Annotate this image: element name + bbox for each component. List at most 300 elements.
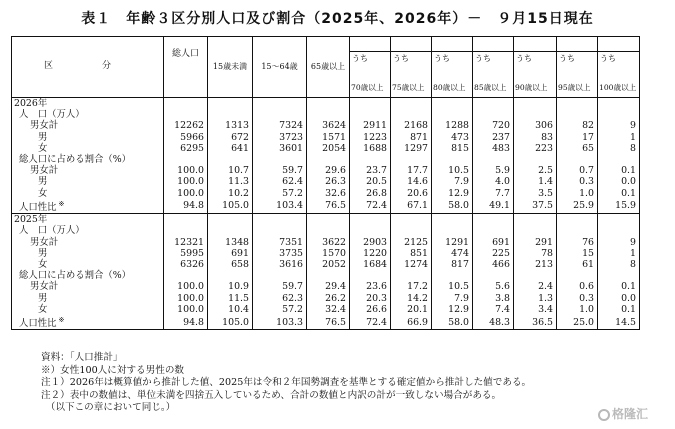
table-cell: [350, 225, 391, 236]
header-uchi-age: 70歳以上: [351, 82, 384, 92]
row-label: [12, 270, 164, 281]
row-label-text: 男: [38, 292, 48, 304]
table-row: [12, 237, 640, 248]
table-cell: 100.0: [164, 281, 208, 292]
table-cell: 0.1: [598, 165, 640, 176]
table-cell: 2903: [350, 237, 391, 248]
table-cell: 32.4: [307, 304, 350, 315]
table-cell: 59.7: [253, 165, 307, 176]
table-cell: 100.0: [164, 293, 208, 304]
table-cell: 3.4: [514, 304, 557, 315]
table-cell: 3601: [253, 143, 307, 154]
row-label: [12, 176, 164, 187]
row-label-text: 男女計: [30, 281, 59, 293]
table-cell: 58.0: [432, 199, 473, 214]
table-row: [12, 281, 640, 292]
table-cell: 223: [514, 143, 557, 154]
row-label: [12, 120, 164, 131]
table-cell: 59.7: [253, 281, 307, 292]
table-cell: 100.0: [164, 176, 208, 187]
table-cell: 1.0: [557, 304, 598, 315]
table-cell: 83: [514, 132, 557, 143]
table-cell: 4.0: [473, 176, 514, 187]
empty-cell: [208, 214, 253, 226]
row-label: [12, 315, 164, 330]
table-cell: 25.9: [557, 199, 598, 214]
table-cell: 7.9: [432, 176, 473, 187]
row-label: [12, 199, 164, 214]
table-cell: [350, 154, 391, 165]
table-cell: 5.6: [473, 281, 514, 292]
table-cell: 2911: [350, 120, 391, 131]
table-cell: 306: [514, 120, 557, 131]
table-cell: 58.0: [432, 315, 473, 330]
table-row: [12, 270, 640, 281]
table-cell: [307, 225, 350, 236]
table-cell: [307, 270, 350, 281]
table-cell: 225: [473, 248, 514, 259]
table-cell: 72.4: [350, 315, 391, 330]
table-cell: 483: [473, 143, 514, 154]
table-row: [12, 120, 640, 131]
table-cell: 474: [432, 248, 473, 259]
table-cell: 62.3: [253, 293, 307, 304]
row-label-text: 女: [38, 142, 48, 154]
table-cell: 67.1: [391, 199, 432, 214]
header-uchi-age: 90歳以上: [515, 82, 548, 92]
table-cell: [557, 270, 598, 281]
header-uchi-col: [391, 37, 432, 98]
table-cell: 3.8: [473, 293, 514, 304]
empty-cell: [391, 98, 432, 110]
table-cell: 237: [473, 132, 514, 143]
empty-cell: [350, 98, 391, 110]
table-cell: 291: [514, 237, 557, 248]
watermark-logo-icon: [598, 409, 610, 421]
empty-cell: [208, 98, 253, 110]
table-row: [12, 188, 640, 199]
header-band: [557, 37, 597, 52]
section-year-row: [12, 214, 640, 226]
row-label: [12, 165, 164, 176]
watermark-text: 格隆汇: [612, 407, 649, 421]
table-cell: 105.0: [208, 315, 253, 330]
empty-cell: [253, 98, 307, 110]
table-cell: [514, 154, 557, 165]
header-total: 総人口: [164, 37, 208, 98]
table-cell: 1570: [307, 248, 350, 259]
table-cell: 851: [391, 248, 432, 259]
table-cell: [253, 154, 307, 165]
section-year-row: [12, 98, 640, 110]
table-cell: 10.7: [208, 165, 253, 176]
row-label-text: 人口性比: [19, 318, 57, 330]
table-cell: [307, 109, 350, 120]
table-cell: 11.3: [208, 176, 253, 187]
table-cell: 0.0: [598, 293, 640, 304]
row-label: [12, 188, 164, 199]
table-cell: 37.5: [514, 199, 557, 214]
row-label-text: 総人口に占める割合（%）: [19, 270, 132, 282]
table-cell: 5995: [164, 248, 208, 259]
table-cell: 61: [557, 259, 598, 270]
header-uchi-label: うち: [393, 54, 409, 63]
table-cell: 1274: [391, 259, 432, 270]
table-cell: [208, 154, 253, 165]
table-cell: 76.5: [307, 199, 350, 214]
table-cell: 8: [598, 259, 640, 270]
table-cell: 2052: [307, 259, 350, 270]
empty-cell: [557, 98, 598, 110]
table-cell: 7.9: [432, 293, 473, 304]
table-cell: 57.2: [253, 304, 307, 315]
table-cell: 0.3: [557, 176, 598, 187]
table-cell: 65: [557, 143, 598, 154]
table-cell: 3616: [253, 259, 307, 270]
table-cell: [208, 270, 253, 281]
row-label-text: 人口性比: [19, 201, 57, 213]
notes: [41, 352, 531, 415]
table-cell: 48.3: [473, 315, 514, 330]
table-cell: [557, 225, 598, 236]
header-uchi-age: 100歳以上: [599, 82, 637, 92]
table-cell: [391, 154, 432, 165]
table-cell: 1297: [391, 143, 432, 154]
table-cell: [514, 225, 557, 236]
table-cell: 100.0: [164, 165, 208, 176]
row-label: [12, 281, 164, 292]
table-cell: [253, 225, 307, 236]
table-cell: [164, 109, 208, 120]
table-cell: 7324: [253, 120, 307, 131]
row-label-text: 男: [38, 247, 48, 259]
empty-cell: [514, 214, 557, 226]
table-cell: 720: [473, 120, 514, 131]
table-cell: 32.6: [307, 188, 350, 199]
header-uchi-col: [350, 37, 391, 98]
section-year: 2026年: [12, 98, 164, 110]
row-label-text: 女: [38, 187, 48, 199]
table-cell: 62.4: [253, 176, 307, 187]
table-cell: 10.9: [208, 281, 253, 292]
row-label: [12, 132, 164, 143]
empty-cell: [307, 214, 350, 226]
table-cell: 105.0: [208, 199, 253, 214]
table-row: [12, 109, 640, 120]
table-cell: 12262: [164, 120, 208, 131]
table-cell: 0.6: [557, 281, 598, 292]
watermark: [598, 405, 648, 422]
table-cell: 1: [598, 248, 640, 259]
table-cell: [391, 109, 432, 120]
table-cell: [598, 154, 640, 165]
table-cell: [208, 109, 253, 120]
table-cell: [164, 154, 208, 165]
table-cell: 3622: [307, 237, 350, 248]
table-cell: 23.7: [350, 165, 391, 176]
table-cell: 1348: [208, 237, 253, 248]
header-band: [473, 37, 513, 52]
header-band: [391, 37, 431, 52]
header-uchi-col: [473, 37, 514, 98]
empty-cell: [391, 214, 432, 226]
table-cell: 1223: [350, 132, 391, 143]
table-cell: [350, 109, 391, 120]
table-cell: 7.7: [473, 188, 514, 199]
table-cell: 2125: [391, 237, 432, 248]
table-cell: 20.6: [391, 188, 432, 199]
table-row: [12, 176, 640, 187]
table-cell: 29.6: [307, 165, 350, 176]
table-cell: 5.9: [473, 165, 514, 176]
table-row: [12, 199, 640, 214]
table-cell: 29.4: [307, 281, 350, 292]
table-cell: 8: [598, 143, 640, 154]
row-label: [12, 248, 164, 259]
header-col: 15～64歳: [253, 37, 307, 98]
table-cell: 17.7: [391, 165, 432, 176]
row-label: [12, 154, 164, 165]
table-cell: 473: [432, 132, 473, 143]
header-band: [514, 37, 556, 52]
empty-cell: [473, 98, 514, 110]
table-cell: 76: [557, 237, 598, 248]
header-uchi-label: うち: [352, 54, 368, 63]
table-cell: 23.6: [350, 281, 391, 292]
table-cell: 6295: [164, 143, 208, 154]
header-row: [12, 37, 640, 98]
table-cell: 17: [557, 132, 598, 143]
table-cell: 5966: [164, 132, 208, 143]
note-asterisk: ※）女性100人に対する男性の数: [41, 364, 185, 376]
table-cell: 14.5: [598, 315, 640, 330]
table-cell: [253, 109, 307, 120]
table-row: [12, 154, 640, 165]
table-cell: 2.5: [514, 165, 557, 176]
table-cell: 82: [557, 120, 598, 131]
table-cell: 49.1: [473, 199, 514, 214]
table-cell: 817: [432, 259, 473, 270]
empty-cell: [432, 214, 473, 226]
row-label-text: 男女計: [30, 165, 59, 177]
table-cell: 10.5: [432, 281, 473, 292]
table-cell: 100.0: [164, 188, 208, 199]
header-uchi-age: 75歳以上: [392, 82, 425, 92]
table-cell: 20.3: [350, 293, 391, 304]
table-cell: [557, 154, 598, 165]
table-cell: 691: [473, 237, 514, 248]
table-cell: 14.6: [391, 176, 432, 187]
header-uchi-age: 85歳以上: [474, 82, 507, 92]
table-cell: 658: [208, 259, 253, 270]
table-cell: [598, 225, 640, 236]
note-2-cont: （以下この章において同じ。）: [41, 402, 176, 413]
row-label: [12, 304, 164, 315]
row-label-text: 人 口（万人）: [19, 225, 85, 237]
header-uchi-age: 95歳以上: [558, 82, 591, 92]
empty-cell: [432, 98, 473, 110]
table-cell: 7.4: [473, 304, 514, 315]
table-cell: [432, 109, 473, 120]
table-cell: 12321: [164, 237, 208, 248]
table-cell: 9: [598, 120, 640, 131]
table-cell: [598, 109, 640, 120]
table-cell: 466: [473, 259, 514, 270]
table-cell: 10.5: [432, 165, 473, 176]
header-col: 15歳未満: [208, 37, 253, 98]
table-cell: 0.1: [598, 188, 640, 199]
header-uchi-col: [557, 37, 598, 98]
table-cell: 26.8: [350, 188, 391, 199]
table-cell: 1313: [208, 120, 253, 131]
table-cell: 3723: [253, 132, 307, 143]
table-cell: 213: [514, 259, 557, 270]
empty-cell: [253, 214, 307, 226]
table-cell: [350, 270, 391, 281]
header-col: 65歳以上: [307, 37, 350, 98]
empty-cell: [598, 98, 640, 110]
empty-cell: [350, 214, 391, 226]
table-cell: 1571: [307, 132, 350, 143]
table-cell: 11.5: [208, 293, 253, 304]
table-row: [12, 293, 640, 304]
header-uchi-label: うち: [600, 54, 616, 63]
table-cell: 94.8: [164, 315, 208, 330]
header-uchi-label: うち: [559, 54, 575, 63]
row-label-text: 男: [38, 176, 48, 188]
table-cell: [391, 225, 432, 236]
header-uchi-label: うち: [434, 54, 450, 63]
table-cell: [307, 154, 350, 165]
table-cell: 672: [208, 132, 253, 143]
table-cell: 1220: [350, 248, 391, 259]
table-cell: 1288: [432, 120, 473, 131]
table-cell: 1688: [350, 143, 391, 154]
table-row: [12, 248, 640, 259]
table-cell: 66.9: [391, 315, 432, 330]
table-cell: [514, 109, 557, 120]
table-cell: 25.0: [557, 315, 598, 330]
table-cell: 3.5: [514, 188, 557, 199]
table-cell: 2168: [391, 120, 432, 131]
header-uchi-col: [514, 37, 557, 98]
table-cell: 1684: [350, 259, 391, 270]
table-cell: 1.4: [514, 176, 557, 187]
table-cell: 26.6: [350, 304, 391, 315]
table-cell: 3735: [253, 248, 307, 259]
table-row: [12, 143, 640, 154]
empty-cell: [164, 214, 208, 226]
empty-cell: [164, 98, 208, 110]
table-cell: [598, 270, 640, 281]
row-label-text: 女: [38, 303, 48, 315]
table-cell: 14.2: [391, 293, 432, 304]
table-cell: 7351: [253, 237, 307, 248]
table-cell: 691: [208, 248, 253, 259]
note-source: 資料：「人口推計」: [41, 352, 123, 363]
table-cell: 12.9: [432, 188, 473, 199]
row-label-text: 男女計: [30, 120, 59, 132]
table-row: [12, 225, 640, 236]
table-cell: 0.3: [557, 293, 598, 304]
table-cell: 10.4: [208, 304, 253, 315]
table-cell: 103.3: [253, 315, 307, 330]
table-cell: 3624: [307, 120, 350, 131]
row-label-mark: ※: [58, 315, 65, 324]
table-cell: [473, 270, 514, 281]
row-label: [12, 225, 164, 236]
table-cell: 26.2: [307, 293, 350, 304]
header-uchi-label: うち: [475, 54, 491, 63]
table-cell: [473, 154, 514, 165]
table-cell: 9: [598, 237, 640, 248]
header-band: [598, 37, 639, 52]
row-label-text: 男: [38, 131, 48, 143]
population-table: [11, 36, 640, 330]
table-cell: [391, 270, 432, 281]
table-cell: [473, 109, 514, 120]
table-cell: 78: [514, 248, 557, 259]
table-cell: 2054: [307, 143, 350, 154]
row-label-text: 総人口に占める割合（%）: [19, 154, 132, 166]
header-uchi-col: [598, 37, 640, 98]
table-row: [12, 315, 640, 330]
table-cell: [253, 270, 307, 281]
table-cell: 100.0: [164, 304, 208, 315]
table-cell: 10.2: [208, 188, 253, 199]
table-cell: 641: [208, 143, 253, 154]
row-label: [12, 259, 164, 270]
table-cell: 12.9: [432, 304, 473, 315]
table-row: [12, 259, 640, 270]
row-label-text: 男女計: [30, 236, 59, 248]
table-cell: [208, 225, 253, 236]
table-cell: 1291: [432, 237, 473, 248]
row-label-text: 女: [38, 258, 48, 270]
table-cell: 871: [391, 132, 432, 143]
note-2: 注２）表中の数値は、単位未満を四捨五入しているため、合計の数値と内訳の計が一致しない場合がある。: [41, 389, 502, 401]
table-cell: 0.1: [598, 304, 640, 315]
table-row: [12, 165, 640, 176]
table-cell: [432, 225, 473, 236]
note-1: 注１）2026年は概算値から推計した値、2025年は令和２年国勢調査を基準とする確定値から推計した値である。: [41, 377, 532, 388]
row-label: [12, 109, 164, 120]
table-cell: 15.9: [598, 199, 640, 214]
row-label: [12, 143, 164, 154]
header-band: [350, 37, 390, 52]
table-cell: [432, 270, 473, 281]
table-cell: 20.1: [391, 304, 432, 315]
table-cell: 2.4: [514, 281, 557, 292]
empty-cell: [514, 98, 557, 110]
section-year: 2025年: [12, 214, 164, 226]
row-label-mark: ※: [58, 199, 65, 208]
row-label-text: 人 口（万人）: [19, 109, 85, 121]
table-cell: [514, 270, 557, 281]
table-cell: [557, 109, 598, 120]
empty-cell: [473, 214, 514, 226]
table-cell: 1.3: [514, 293, 557, 304]
table-title: 表１ 年齢３区分別人口及び割合（2025年、2026年）－ ９月15日現在: [81, 11, 594, 27]
table-row: [12, 132, 640, 143]
table-cell: 815: [432, 143, 473, 154]
table-cell: 20.5: [350, 176, 391, 187]
table-cell: 6326: [164, 259, 208, 270]
table-cell: 0.1: [598, 281, 640, 292]
empty-cell: [307, 98, 350, 110]
table-cell: 36.5: [514, 315, 557, 330]
table-cell: [164, 225, 208, 236]
